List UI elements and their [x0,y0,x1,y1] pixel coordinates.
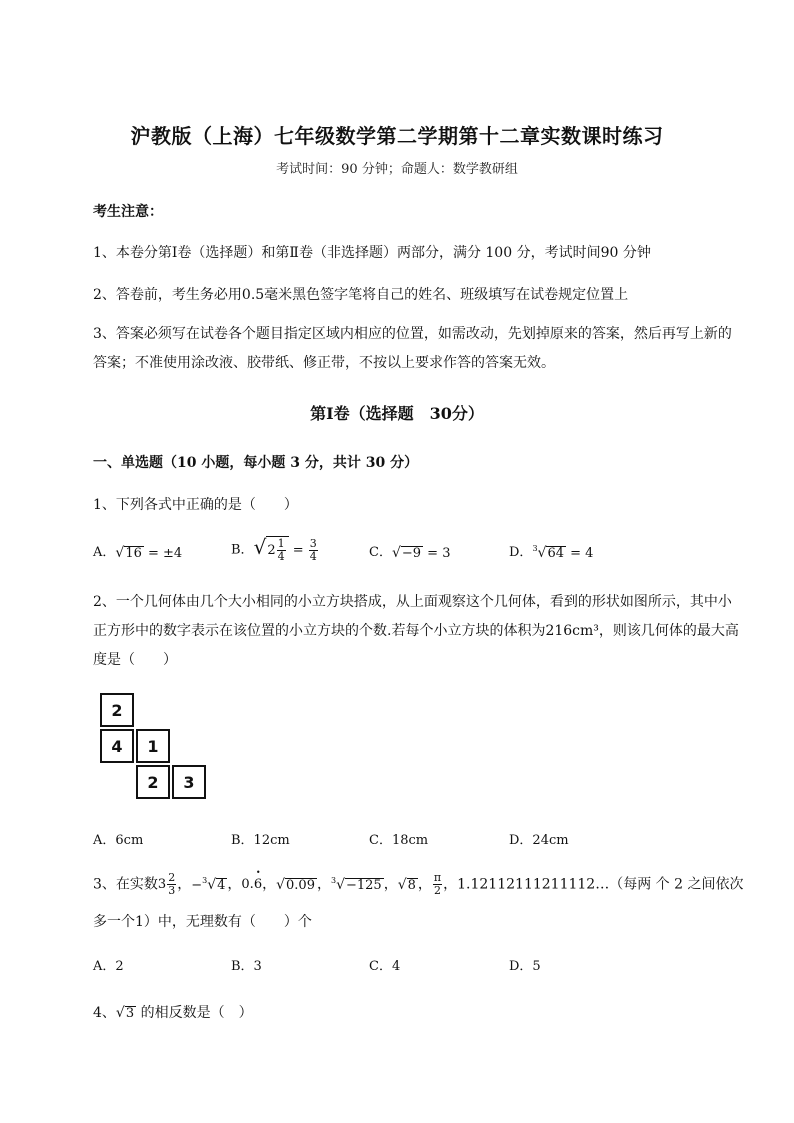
option-label: B． [231,542,254,558]
frac-den: 2 [434,884,442,897]
separator: ， [227,876,242,893]
option-label: C． [369,545,392,560]
mixed-whole: 3 [157,877,167,892]
root-index: 3 [330,875,337,885]
radicand: 8 [407,877,416,893]
q3-option-d[interactable]: D．5 [509,959,541,974]
separator: ， [262,876,277,893]
radicand: 64 [547,545,564,561]
separator: ， [316,876,331,893]
grid-cell: 2 [100,693,134,727]
separator: ， [177,876,192,893]
q3-prefix: 3、在实数 [93,876,158,893]
math-expression: $^3$√64 = 4 [532,543,594,561]
q3-stem-line1 [93,872,743,897]
grid-cell: 2 [136,765,170,799]
q2-option-d[interactable]: D．24cm [509,833,569,848]
sqrt-8: √8 [397,876,416,893]
root-index: 3 [202,875,208,885]
q1-option-a[interactable] [93,541,182,561]
math-expression: √−9 = 3 [391,544,451,561]
math-rest: = 3 [423,545,451,561]
q3-option-b[interactable]: B．3 [231,959,262,974]
grid-cell: 4 [100,729,134,763]
radicand: −9 [401,545,422,561]
q2-option-c[interactable]: C．18cm [369,833,429,848]
grid-cell: 1 [136,729,170,763]
radicand: 3 [125,1006,135,1021]
root-index: 3 [532,543,538,553]
q1-option-d[interactable] [509,541,593,561]
frac-num: π [433,871,442,884]
frac-num: 1 [277,537,285,550]
frac-den: 4 [309,550,317,563]
q1-stem: 1、下列各式中正确的是（ ） [93,497,298,513]
q4-suffix: 的相反数是（ ） [136,1005,253,1021]
q4-prefix: 4、 [93,1005,116,1021]
frac-den: 4 [277,550,285,563]
separator: ， [383,876,398,893]
section-title: 第Ⅰ卷（选择题 30分） [310,404,484,423]
q3-tail: ，1.12112111211112…（每两 个 2 之间依次 [443,876,744,893]
page-title: 沪教版（上海）七年级数学第二学期第十二章实数课时练习 [130,124,664,148]
math-expression: √16 = ±4 [115,544,183,561]
sqrt-3: √3 [115,1005,135,1021]
grid-cell: 3 [172,765,206,799]
exam-info: 考试时间：90 分钟；命题人：数学教研组 [276,162,518,177]
frac-den: 3 [168,884,176,897]
math-rest: = 4 [566,545,594,561]
neg-cube-root-4: −$^3$√4 [191,875,226,893]
notes-heading: 考生注意： [93,204,163,220]
sqrt-009: √0.09 [276,876,315,893]
radicand: 0.09 [286,877,315,893]
part-heading: 一、单选题（10 小题，每小题 3 分，共计 30 分） [93,455,419,471]
note-item-1: 1、本卷分第Ⅰ卷（选择题）和第Ⅱ卷（非选择题）两部分，满分 100 分，考试时间90 分钟 [93,245,651,261]
decimal-int: 0. [241,877,254,892]
frac-num: 2 [168,871,176,884]
repeating-digit: 6 • [254,877,262,892]
repeating-decimal [241,877,262,892]
q3-option-a[interactable]: A．2 [93,959,124,974]
note-item-3: 3、答案必须写在试卷各个题目指定区域内相应的位置，如需改动，先划掉原来的答案，然后再写上新的答案；不准使用涂改液、胶带纸、修正带，不按以上要求作答的答案无效。 [93,326,732,371]
math-rest: = ±4 [143,545,183,561]
note-item-2: 2、答卷前，考生务必用0.5毫米黑色签字笔将自己的姓名、班级填写在试卷规定位置上 [93,287,629,303]
top-view-grid [100,693,208,801]
math-expression: √2 $\frac{1}{4}$ = $\frac{3}{4}$ [253,535,317,563]
q1-option-b[interactable] [231,535,319,565]
q2-option-a[interactable]: A．6cm [93,833,144,848]
radicand: −125 [345,877,382,893]
q3-stem-line2: 多一个1）中，无理数有（ ）个 [93,914,312,930]
radicand: 4 [217,877,226,893]
mixed-whole: 2 [267,543,276,558]
q1-option-c[interactable] [369,541,450,561]
separator: ， [417,876,432,893]
q4-stem [93,1002,253,1022]
pi-over-2 [433,872,442,897]
option-label: D． [509,545,533,560]
q3-option-c[interactable]: C．4 [369,959,401,974]
cube-root-neg125: $^3$√−125 [330,875,382,893]
minus-sign: − [191,877,203,893]
mixed-number [158,872,177,897]
option-label: A． [93,545,116,560]
q2-stem: 2、一个几何体由几个大小相同的小立方块搭成，从上面观察这个几何体，看到的形状如图所示，其中小正方形中的数字表示在该位置的小立方块的个数.若每个小立方块的体积为216cm³，则该几何体的最大高度是（ ） [93,594,739,668]
radicand: 16 [125,545,142,561]
math-eq: = [288,543,308,558]
q2-option-b[interactable]: B．12cm [231,833,290,848]
frac-num: 3 [309,537,317,550]
